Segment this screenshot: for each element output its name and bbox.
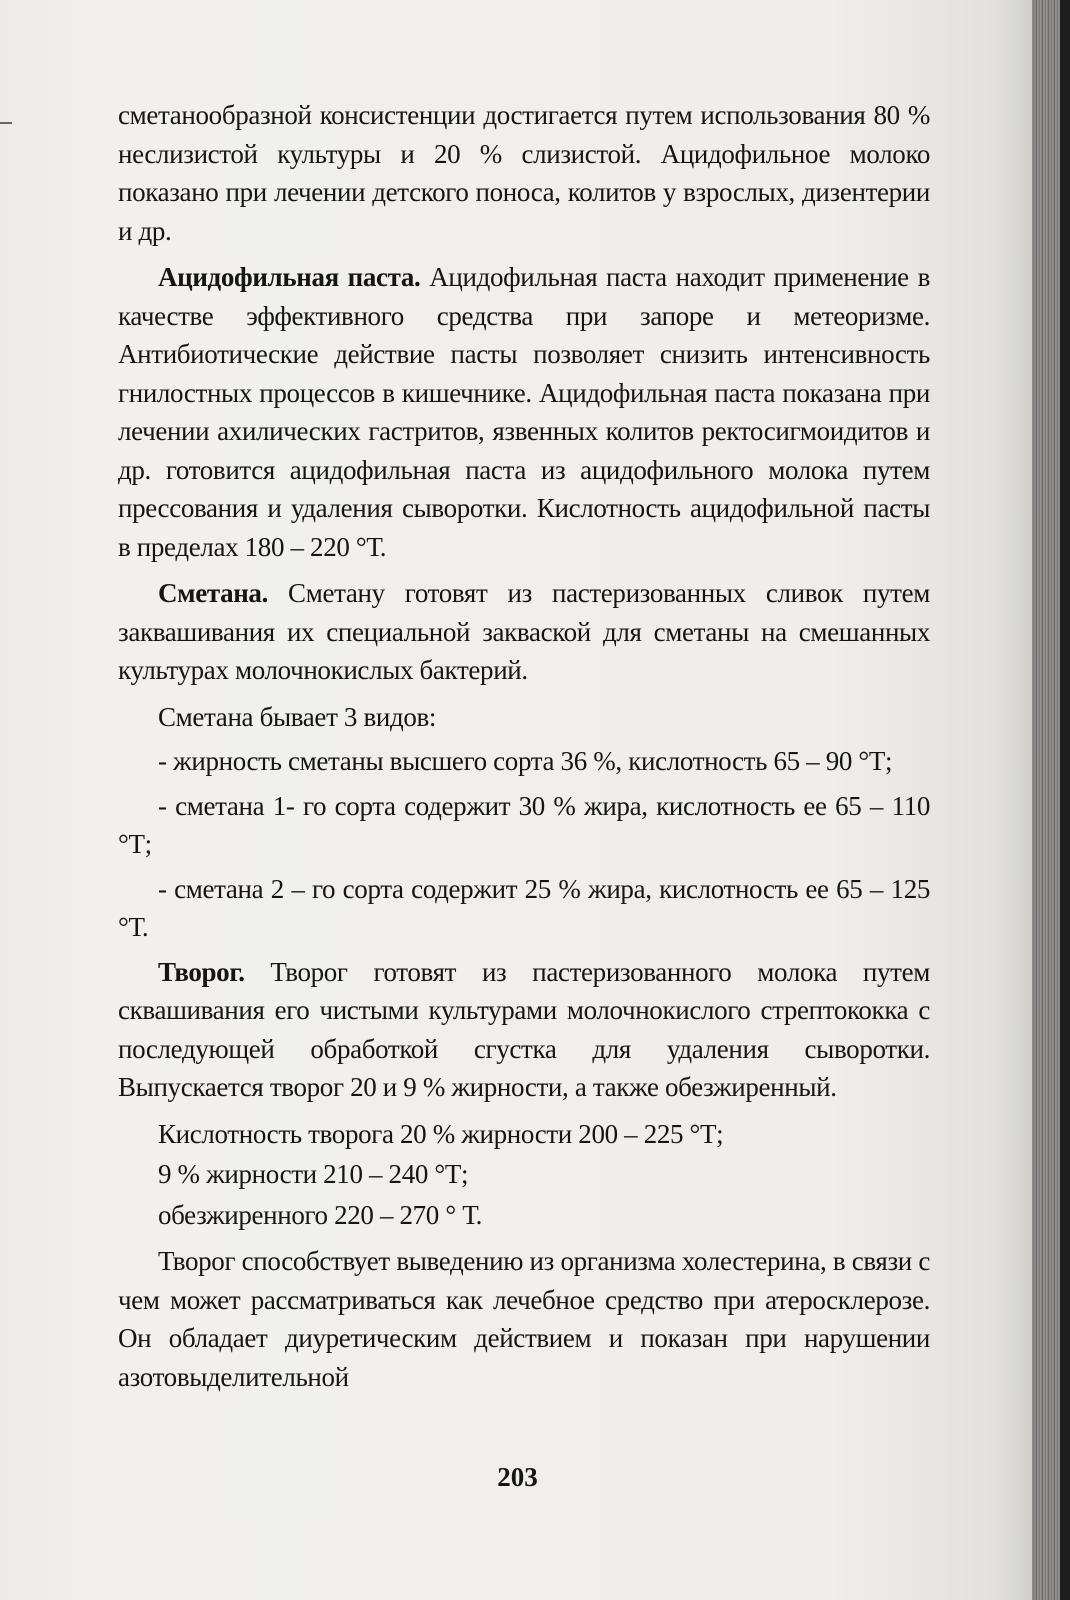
paragraph-tvorog-text: Творог готовят из пастеризованного молока путем сквашивания его чистыми культурами молочнокислого стрептококка с последующей обработкой сгустка для удаления сыворотки. Выпускается творог 20 и 9 % жирности, а также обезжиренный. (118, 956, 930, 1102)
heading-acidophilus-paste: Ацидофильная паста. (158, 262, 421, 292)
tvorog-acidity-20: Кислотность творога 20 % жирности 200 – 225 °Т; (158, 1118, 724, 1149)
page-stack-edge (1032, 0, 1070, 1600)
page-body (118, 96, 930, 1404)
paragraph-smetana-types: Сметана бывает 3 видов: (158, 701, 437, 732)
paragraph-tvorog-benefits: Творог способствует выведению из организма холестерина, в связи с чем может рассматриваться как лечебное средство при атеросклерозе. Он обладает диуретическим действием и показан при нарушении азотовыделительной (118, 1246, 930, 1392)
page-number: 203 (497, 1462, 538, 1492)
paragraph-tvorog (118, 953, 930, 1107)
tvorog-acidity-9: 9 % жирности 210 – 240 °Т; (158, 1159, 469, 1189)
list-item-smetana-premium: - жирность сметаны высшего сорта 36 %, кислотность 65 – 90 °Т; (158, 746, 893, 776)
paragraph-smetana (118, 574, 930, 690)
paragraph-acidophilus-paste (118, 258, 930, 566)
tvorog-acidity-fatfree: обезжиренного 220 – 270 ° Т. (158, 1199, 483, 1230)
heading-tvorog: Творог. (158, 956, 245, 987)
list-item-smetana-grade-1: - сметана 1- го сорта содержит 30 % жира, кислотность ее 65 – 110 °Т; (118, 790, 930, 859)
list-item-smetana-grade-2: - сметана 2 – го сорта содержит 25 % жира, кислотность ее 65 – 125 °Т. (118, 873, 930, 942)
paragraph-acidophilus-paste-text: Ацидофильная паста находит применение в качестве эффективного средства при запоре и метеоризме. Антибиотические действие пасты позволяет снизить интенсивность гнилостных процессов в кишечнике. Ацидофильная паста показана при лечении ахилических гастритов, язвенных колитов ректосигмоидитов и др. готовится ацидофильная паста из ацидофильного молока путем прессования и удаления сыворотки. Кислотность ацидофильной пасты в пределах 180 – 220 °Т. (118, 262, 930, 562)
paragraph-1: сметанообразной консистенции достигается путем использования 80 % неслизистой культуры и 20 % слизистой. Ацидофильное молоко показано при лечении детского поноса, колитов у взрослых, дизентерии и др. (118, 100, 930, 246)
paragraph-smetana-text: Сметану готовят из пастеризованных сливок путем заквашивания их специальной закваской для сметаны на смешанных культурах молочнокислых бактерий. (118, 578, 930, 685)
margin-mark (0, 122, 12, 124)
heading-smetana: Сметана. (158, 578, 268, 608)
